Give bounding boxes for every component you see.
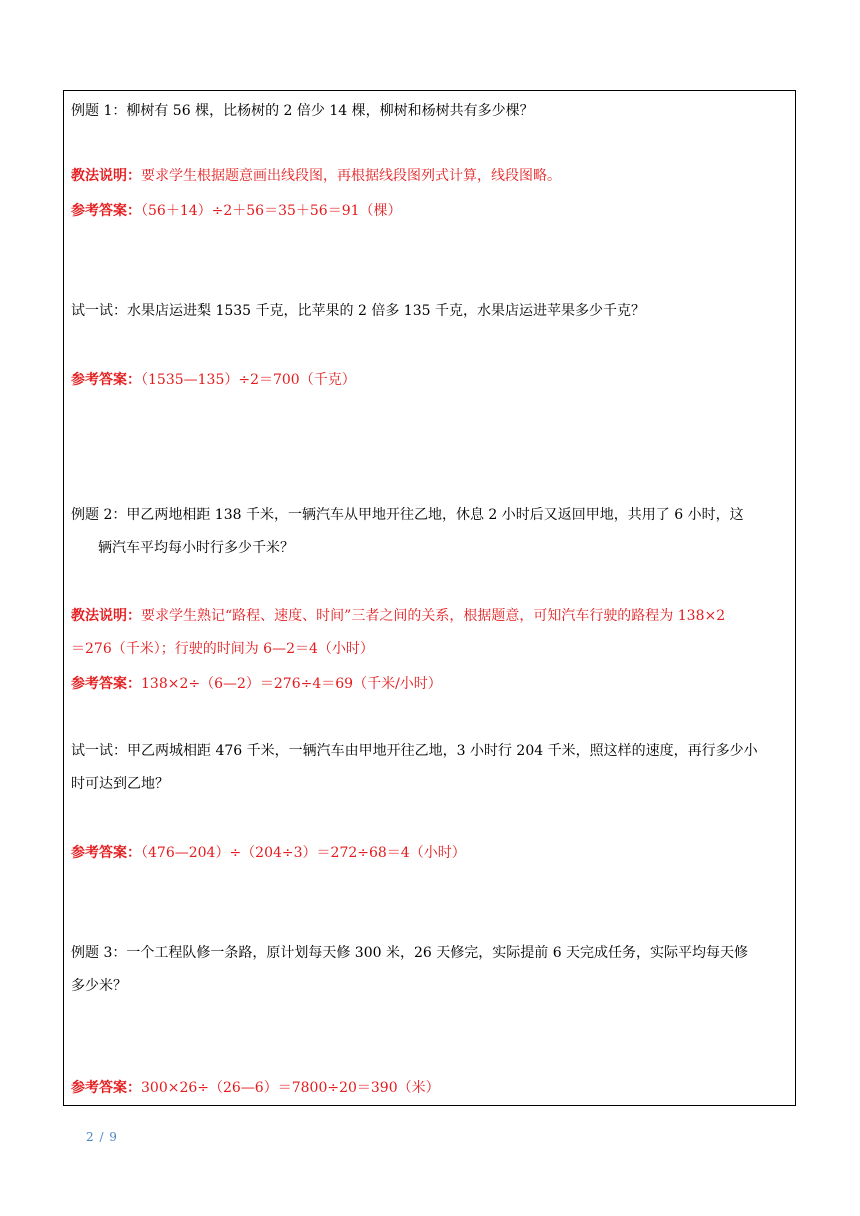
answer-label: 参考答案： [71,1080,141,1096]
answer-label: 参考答案： [71,676,141,692]
answer-text: （1535—135）÷2＝700（千克） [141,372,356,388]
example-3-answer [71,1078,440,1098]
example-2-method-line-1 [71,606,725,626]
method-text: 要求学生根据题意画出线段图，再根据线段图列式计算，线段图略。 [141,168,561,184]
try-2-question-line-2: 时可达到乙地？ [71,776,169,792]
answer-text: 300×26÷（26—6）＝7800÷20＝390（米） [141,1080,440,1096]
example-2-answer [71,674,442,694]
answer-label: 参考答案： [71,203,141,219]
answer-text: （476—204）÷（204÷3）＝272÷68＝4（小时） [141,845,466,861]
example-2-method-line-2: ＝276（千米）；行驶的时间为 6—2＝4（小时） [71,641,374,657]
try-2-question-line-1: 试一试：甲乙两城相距 476 千米，一辆汽车由甲地开往乙地，3 小时行 204 千米，照这样的速度，再行多少小 [71,743,758,759]
page-number: 2 / 9 [86,1130,118,1144]
example-2-question-line-2: 辆汽车平均每小时行多少千米？ [98,540,294,556]
answer-text: （56＋14）÷2＋56＝35＋56＝91（棵） [141,203,402,219]
example-1-answer [71,201,402,221]
example-1-method [71,166,561,186]
try-1-answer [71,370,356,390]
method-label: 教法说明： [71,168,141,184]
answer-label: 参考答案： [71,845,141,861]
example-3-question-line-2: 多少米？ [71,978,127,994]
method-label: 教法说明： [71,608,141,624]
example-2-question-line-1: 例题 2：甲乙两地相距 138 千米，一辆汽车从甲地开往乙地，休息 2 小时后又返回甲地，共用了 6 小时，这 [71,507,744,523]
try-1-question: 试一试：水果店运进梨 1535 千克，比苹果的 2 倍多 135 千克，水果店运进苹果多少千克？ [71,303,645,319]
try-2-answer [71,843,466,863]
method-text: 要求学生熟记“路程、速度、时间”三者之间的关系，根据题意，可知汽车行驶的路程为 138×2 [141,608,726,624]
answer-text: 138×2÷（6—2）＝276÷4＝69（千米/小时） [141,676,442,692]
answer-label: 参考答案： [71,372,141,388]
example-3-question-line-1: 例题 3：一个工程队修一条路，原计划每天修 300 米，26 天修完，实际提前 6 天完成任务，实际平均每天修 [71,945,749,961]
example-1-question: 例题 1：柳树有 56 棵，比杨树的 2 倍少 14 棵，柳树和杨树共有多少棵？ [71,103,534,119]
